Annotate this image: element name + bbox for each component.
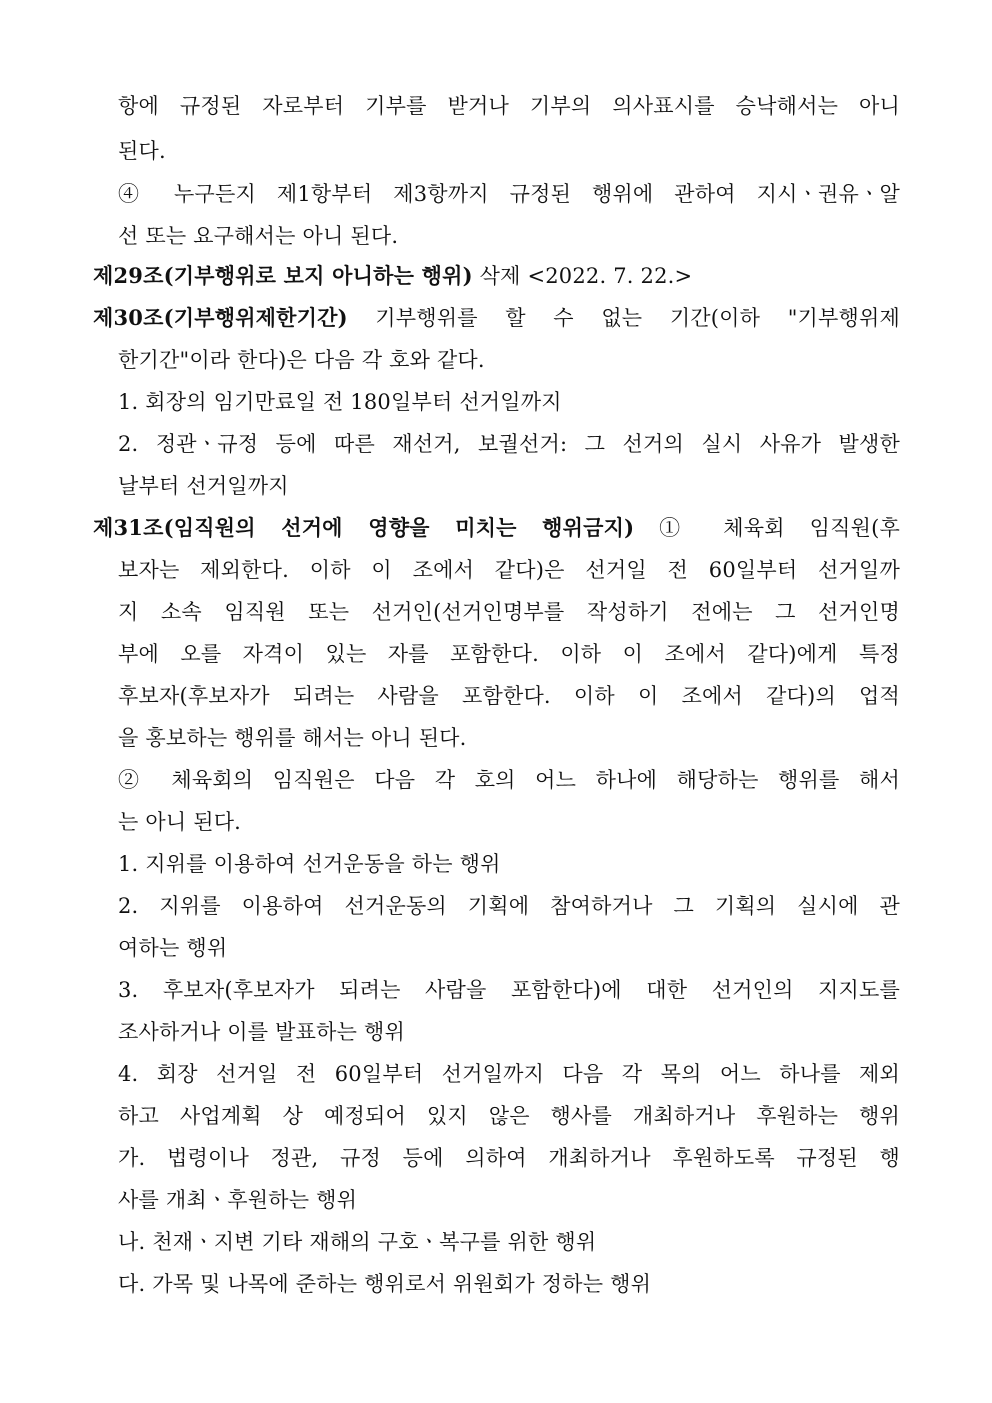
- article-text: 기부행위를 할 수 없는 기간(이하 "기부행위제: [347, 306, 900, 330]
- sub-item: 다. 가목 및 나목에 준하는 행위로서 위원회가 정하는 행위: [118, 1272, 652, 1296]
- text-line: 조사하거나 이를 발표하는 행위: [118, 1020, 405, 1044]
- list-item: 1. 회장의 임기만료일 전 180일부터 선거일까지: [118, 390, 562, 414]
- article-text: 삭제 <2022. 7. 22.>: [472, 264, 693, 288]
- article-heading: 제31조(임직원의 선거에 영향을 미치는 행위금지): [93, 515, 635, 540]
- text-line: 사를 개최ㆍ후원하는 행위: [118, 1188, 358, 1212]
- article-heading: 제29조(기부행위로 보지 아니하는 행위): [93, 263, 473, 288]
- article-heading: 제30조(기부행위제한기간): [93, 305, 348, 330]
- text-line: 보자는 제외한다. 이하 이 조에서 같다)은 선거일 전 60일부터 선거일까: [118, 558, 900, 582]
- text-line: 날부터 선거일까지: [118, 474, 289, 498]
- text-line: 한기간"이라 한다)은 다음 각 호와 같다.: [118, 348, 485, 372]
- list-item: 2. 정관ㆍ규정 등에 따른 재선거, 보궐선거: 그 선거의 실시 사유가 발생한: [118, 432, 900, 456]
- list-item: 1. 지위를 이용하여 선거운동을 하는 행위: [118, 852, 501, 876]
- list-item: 2. 지위를 이용하여 선거운동의 기획에 참여하거나 그 기획의 실시에 관: [118, 894, 900, 918]
- article-30: [93, 304, 900, 332]
- text-line: 된다.: [118, 139, 166, 163]
- article-29: [93, 262, 900, 290]
- article-31: [93, 514, 900, 542]
- list-item: 3. 후보자(후보자가 되려는 사람을 포함한다)에 대한 선거인의 지지도를: [118, 978, 900, 1002]
- text-line: 을 홍보하는 행위를 해서는 아니 된다.: [118, 726, 467, 750]
- article-text: ① 체육회 임직원(후: [634, 516, 900, 540]
- sub-item: 가. 법령이나 정관, 규정 등에 의하여 개최하거나 후원하도록 규정된 행: [118, 1146, 900, 1170]
- text-line: 선 또는 요구해서는 아니 된다.: [118, 224, 399, 248]
- text-line: 부에 오를 자격이 있는 자를 포함한다. 이하 이 조에서 같다)에게 특정: [118, 642, 900, 666]
- sub-item: 나. 천재ㆍ지변 기타 재해의 구호ㆍ복구를 위한 행위: [118, 1230, 597, 1254]
- text-line: 하고 사업계획 상 예정되어 있지 않은 행사를 개최하거나 후원하는 행위: [118, 1104, 900, 1128]
- text-line: 는 아니 된다.: [118, 810, 242, 834]
- text-line: 항에 규정된 자로부터 기부를 받거나 기부의 의사표시를 승낙해서는 아니: [118, 94, 900, 118]
- text-line: ④ 누구든지 제1항부터 제3항까지 규정된 행위에 관하여 지시ㆍ권유ㆍ알: [118, 182, 900, 206]
- text-line: 후보자(후보자가 되려는 사람을 포함한다. 이하 이 조에서 같다)의 업적: [118, 684, 900, 708]
- text-line: ② 체육회의 임직원은 다음 각 호의 어느 하나에 해당하는 행위를 해서: [118, 768, 900, 792]
- list-item: 4. 회장 선거일 전 60일부터 선거일까지 다음 각 목의 어느 하나를 제외: [118, 1062, 900, 1086]
- text-line: 여하는 행위: [118, 936, 228, 960]
- text-line: 지 소속 임직원 또는 선거인(선거인명부를 작성하기 전에는 그 선거인명: [118, 600, 900, 624]
